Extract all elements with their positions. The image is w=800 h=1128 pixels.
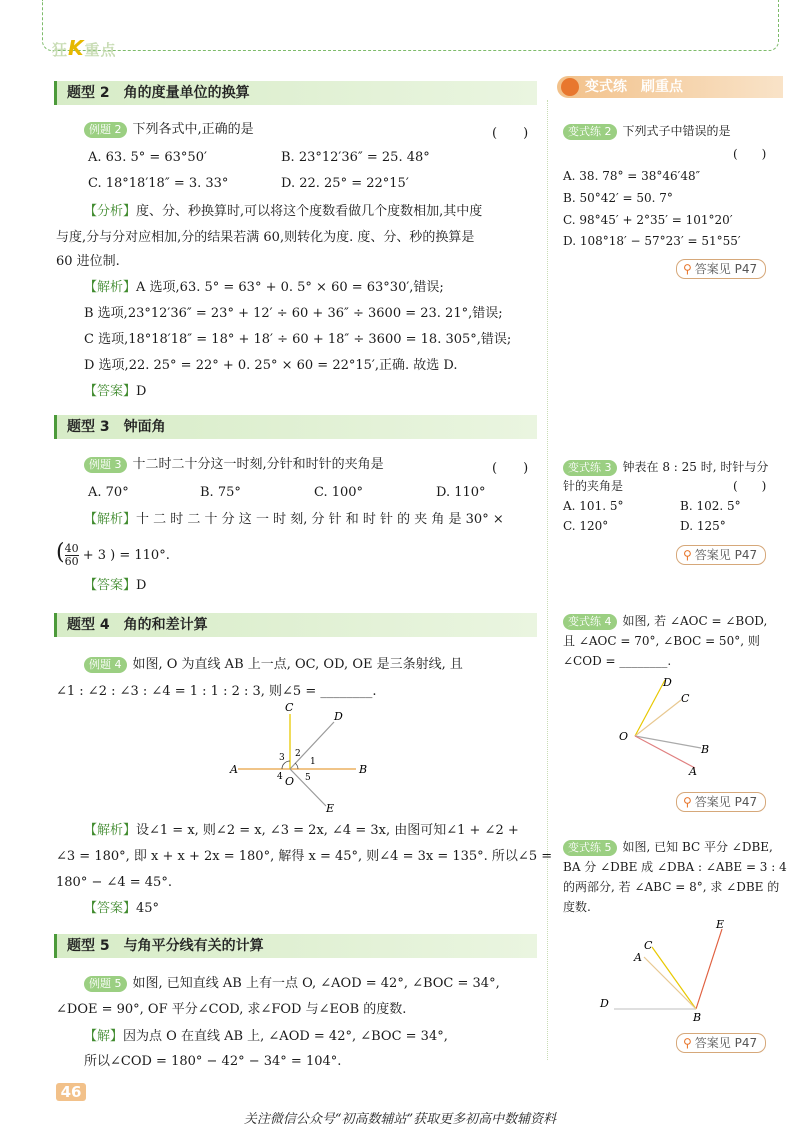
label-e: E [326,802,335,815]
answer-bracket: ( ) [733,479,767,493]
variant-4-question-2: 且 ∠AOC = 70°, ∠BOC = 50°, 则 [563,634,760,648]
label-b: B [693,1011,702,1024]
label-a: A [230,763,238,776]
key-icon: ⚲ [683,1036,692,1050]
key-icon: ⚲ [683,795,692,809]
example-4-figure [230,700,370,815]
section-header-5: 题型 5 与角平分线有关的计算 [54,934,537,958]
angle-5-label: 5 [305,773,311,783]
option-b: B. 50°42′ = 50. 7° [563,191,673,205]
option-a: A. 63. 5° = 63°50′ [88,150,207,165]
label-b: B [359,763,368,776]
option-c: C. 98°45′ + 2°35′ = 101°20′ [563,213,733,227]
ray-oa [635,736,695,768]
variant-5-question-3: 的两部分, 若 ∠ABC = 8°, 求 ∠DBE 的 [563,880,780,894]
key-icon: ⚲ [683,262,692,276]
key-icon: ⚲ [683,548,692,562]
ray-ob [635,736,701,748]
answer-bracket: ( ) [733,147,767,161]
solution-line-3: C 选项,18°18′18″ = 18° + 18′ ÷ 60 + 18″ ÷ 3600 = 18. 305°,错误; [84,332,512,347]
variant-5-question-2: BA 分 ∠DBE 成 ∠DBA : ∠ABE = 3 : 4 [563,860,787,874]
answer-bracket: ( ) [492,126,529,141]
answer-line: 【答案】D [84,578,147,593]
angle-2-label: 2 [295,749,301,759]
variant-5-question-4: 度数. [563,900,591,914]
header-frame [42,0,779,51]
answer-line: 【答案】45° [84,901,160,916]
label-a: A [634,951,642,964]
page-number: 46 [56,1083,86,1101]
option-a: A. 38. 78° = 38°46′48″ [563,169,701,183]
solution-line-1: 【解】因为点 O 在直线 AB 上, ∠AOD = 42°, ∠BOC = 34°, [84,1029,448,1044]
section-header-3: 题型 3 钟面角 [54,415,537,439]
variant-3-question-2: 针的夹角是 [563,479,624,493]
label-c: C [681,692,690,705]
label-d: D [334,710,343,723]
option-b: B. 102. 5° [680,499,741,513]
example-4-question-1: 例题 4 如图, O 为直线 AB 上一点, OC, OD, OE 是三条射线, 且 [84,656,463,674]
angle-3-label: 3 [279,753,285,763]
label-a: A [689,765,697,778]
solution-line-3: 180° − ∠4 = 45°. [56,875,172,890]
angle-4-label: 4 [277,772,283,782]
variant-2-question: 变式练 2 下列式子中错误的是 [563,123,731,140]
option-d: D. 110° [436,485,486,500]
solution-line-2: ∠3 = 180°, 即 x + x + 2x = 180°, 解得 x = 45°, 则∠4 = 3x = 135°. 所以∠5 = [56,849,553,864]
label-c: C [644,939,653,952]
label-e: E [716,918,725,931]
solution-line-2: B 选项,23°12′36″ = 23° + 12′ ÷ 60 + 36″ ÷ 3600 = 23. 21°,错误; [84,306,503,321]
variant-4-question-1: 变式练 4 如图, 若 ∠AOC = ∠BOD, [563,613,767,630]
footer-note: 关注微信公众号“初高数辅站”获取更多初高中数辅资料 [243,1112,557,1127]
label-o: O [619,730,629,743]
column-divider [547,100,548,1060]
ray-bc [652,947,696,1009]
analysis-line-1: 【分析】度、分、秒换算时,可以将这个度数看做几个度数相加,其中度 [84,204,483,219]
angle-1-label: 1 [310,757,316,767]
option-b: B. 75° [200,485,241,500]
analysis-line-3: 60 进位制. [56,254,120,269]
label-o: O [285,775,295,788]
option-d: D. 22. 25° = 22°15′ [281,176,409,191]
variant-5-figure [600,915,740,1025]
option-d: D. 108°18′ − 57°23′ = 51°55′ [563,234,741,248]
label-d: D [600,997,609,1010]
label-d: D [663,676,672,689]
answer-reference-button[interactable]: ⚲ 答案见 P47 [676,259,766,279]
answer-reference-button[interactable]: ⚲ 答案见 P47 [676,792,766,812]
option-c: C. 100° [314,485,364,500]
solution-line-1: 【解析】十 二 时 二 十 分 这 一 时 刻, 分 针 和 时 针 的 夹 角 是 30° × [84,512,504,527]
fraction: $\frac{40}{60}$ [64,542,79,568]
section-header-4: 题型 4 角的和差计算 [54,613,537,637]
option-a: A. 101. 5° [563,499,624,513]
solution-line-1: 【解析】设∠1 = x, 则∠2 = x, ∠3 = 2x, ∠4 = 3x, 由图可知∠1 + ∠2 + [84,823,519,838]
option-a: A. 70° [88,485,129,500]
example-5-question-1: 例题 5 如图, 已知直线 AB 上有一点 O, ∠AOD = 42°, ∠BOC = 34°, [84,975,500,993]
answer-reference-button[interactable]: ⚲ 答案见 P47 [676,1033,766,1053]
ray-be [696,929,722,1009]
label-c: C [285,701,294,714]
option-c: C. 18°18′18″ = 3. 33° [88,176,229,191]
ray-oc [635,700,681,736]
option-c: C. 120° [563,519,609,533]
ray-ba [644,957,696,1009]
example-4-question-2: ∠1 : ∠2 : ∠3 : ∠4 = 1 : 1 : 2 : 3, 则∠5 = ________. [56,684,377,699]
example-2-question: 例题 2 下列各式中,正确的是 [84,121,254,139]
answer-bracket: ( ) [492,461,529,476]
option-d: D. 125° [680,519,726,533]
variant-3-question-1: 变式练 3 钟表在 8 : 25 时, 时针与分 [563,459,768,476]
sidebar-title: 变式练 刷重点 [557,76,783,98]
analysis-line-2: 与度,分与分对应相加,分的结果若满 60,则转化为度. 度、分、秒的换算是 [56,230,475,245]
brand-logo: 狂K重点 [52,36,117,60]
section-header-2: 题型 2 角的度量单位的换算 [54,81,537,105]
solution-line-1: 【解析】A 选项,63. 5° = 63° + 0. 5° × 60 = 63°30′,错误; [84,280,444,295]
answer-reference-button[interactable]: ⚲ 答案见 P47 [676,545,766,565]
practice-icon [561,78,579,96]
option-b: B. 23°12′36″ = 25. 48° [281,150,430,165]
example-5-question-2: ∠DOE = 90°, OF 平分∠COD, 求∠FOD 与∠EOB 的度数. [56,1002,407,1017]
variant-4-question-3: ∠COD = ________. [563,654,672,668]
ray-od [635,680,665,736]
label-b: B [701,743,710,756]
answer-line: 【答案】D [84,384,147,399]
variant-4-figure [615,672,710,782]
solution-line-2: ( $\frac{40}{60}$ + 3 ) = 110°. [56,540,170,568]
solution-line-2: 所以∠COD = 180° − 42° − 34° = 104°. [84,1054,342,1069]
solution-line-4: D 选项,22. 25° = 22° + 0. 25° × 60 = 22°15′,正确. 故选 D. [84,358,458,373]
variant-5-question-1: 变式练 5 如图, 已知 BC 平分 ∠DBE, [563,839,773,856]
example-3-question: 例题 3 十二时二十分这一时刻,分针和时针的夹角是 [84,456,384,474]
